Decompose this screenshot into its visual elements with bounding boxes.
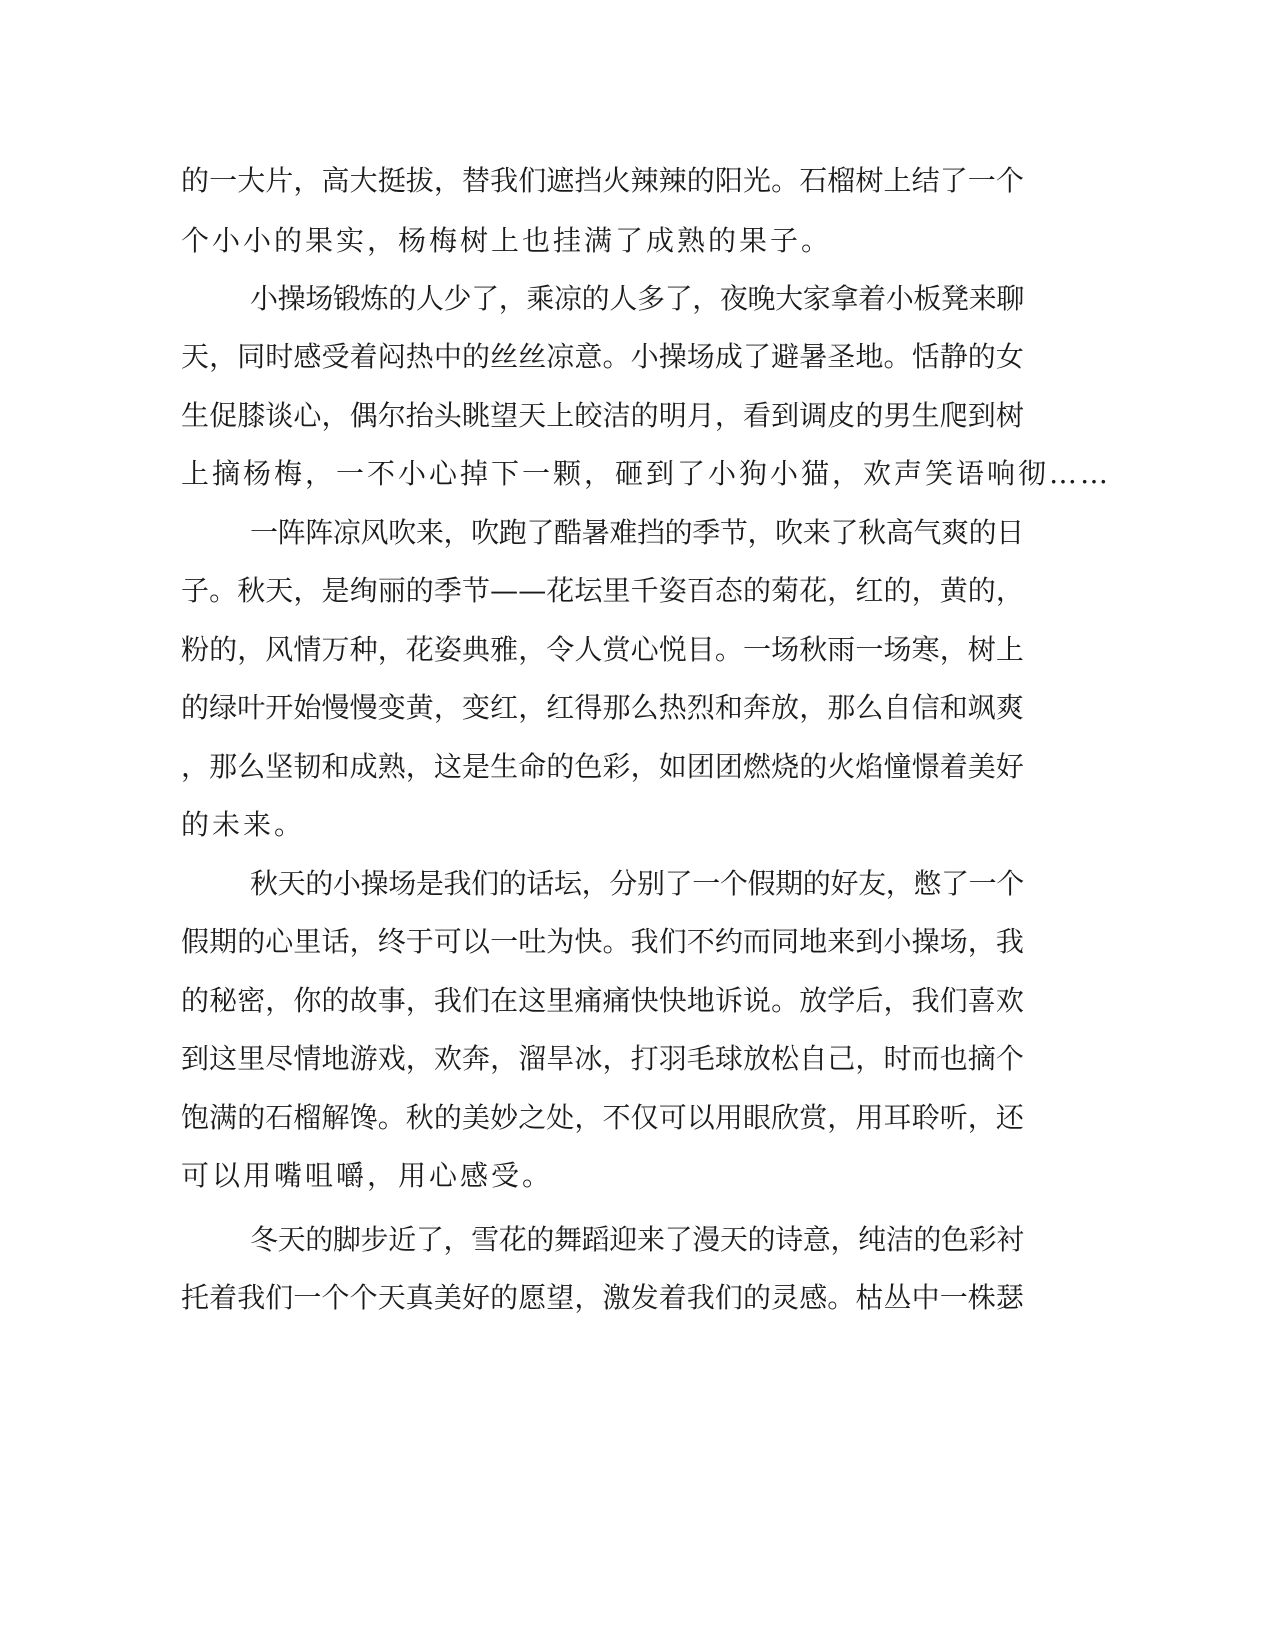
text-line: 粉的，风情万种，花姿典雅，令人赏心悦目。一场秋雨一场寒，树上 [181,633,1025,666]
text-line: 饱满的石榴解馋。秋的美妙之处，不仅可以用眼欣赏，用耳聆听，还 [181,1101,1025,1134]
text-line: 托着我们一个个天真美好的愿望，激发着我们的灵感。枯丛中一株瑟 [181,1281,1025,1314]
text-line: 的未来。 [181,808,306,841]
text-line: 的秘密，你的故事，我们在这里痛痛快快地诉说。放学后，我们喜欢 [181,984,1025,1017]
text-line: 假期的心里话，终于可以一吐为快。我们不约而同地来到小操场，我 [181,925,1025,958]
text-line: 子。秋天，是绚丽的季节——花坛里千姿百态的菊花，红的，黄的， [181,574,1025,607]
text-line: 到这里尽情地游戏，欢奔，溜旱冰，打羽毛球放松自己，时而也摘个 [181,1042,1025,1075]
text-line: 生促膝谈心，偶尔抬头眺望天上皎洁的明月，看到调皮的男生爬到树 [181,399,1025,432]
text-line: 上摘杨梅，一不小心掉下一颗，砸到了小狗小猫，欢声笑语响彻…… [181,457,1112,490]
text-line: 天，同时感受着闷热中的丝丝凉意。小操场成了避暑圣地。恬静的女 [181,340,1025,373]
text-line: 小操场锻炼的人少了，乘凉的人多了，夜晚大家拿着小板凳来聊 [250,282,1024,315]
text-line: 秋天的小操场是我们的话坛，分别了一个假期的好友，憋了一个 [250,867,1024,900]
text-line: ，那么坚韧和成熟，这是生命的色彩，如团团燃烧的火焰憧憬着美好 [181,750,1025,783]
text-line: 个小小的果实，杨梅树上也挂满了成熟的果子。 [181,224,833,257]
text-line: 的一大片，高大挺拔，替我们遮挡火辣辣的阳光。石榴树上结了一个 [181,164,1025,197]
text-line: 可以用嘴咀嚼，用心感受。 [181,1159,554,1192]
text-line: 冬天的脚步近了，雪花的舞蹈迎来了漫天的诗意，纯洁的色彩衬 [250,1223,1024,1256]
text-line: 一阵阵凉风吹来，吹跑了酷暑难挡的季节，吹来了秋高气爽的日 [250,516,1024,549]
text-line: 的绿叶开始慢慢变黄，变红，红得那么热烈和奔放，那么自信和飒爽 [181,691,1025,724]
